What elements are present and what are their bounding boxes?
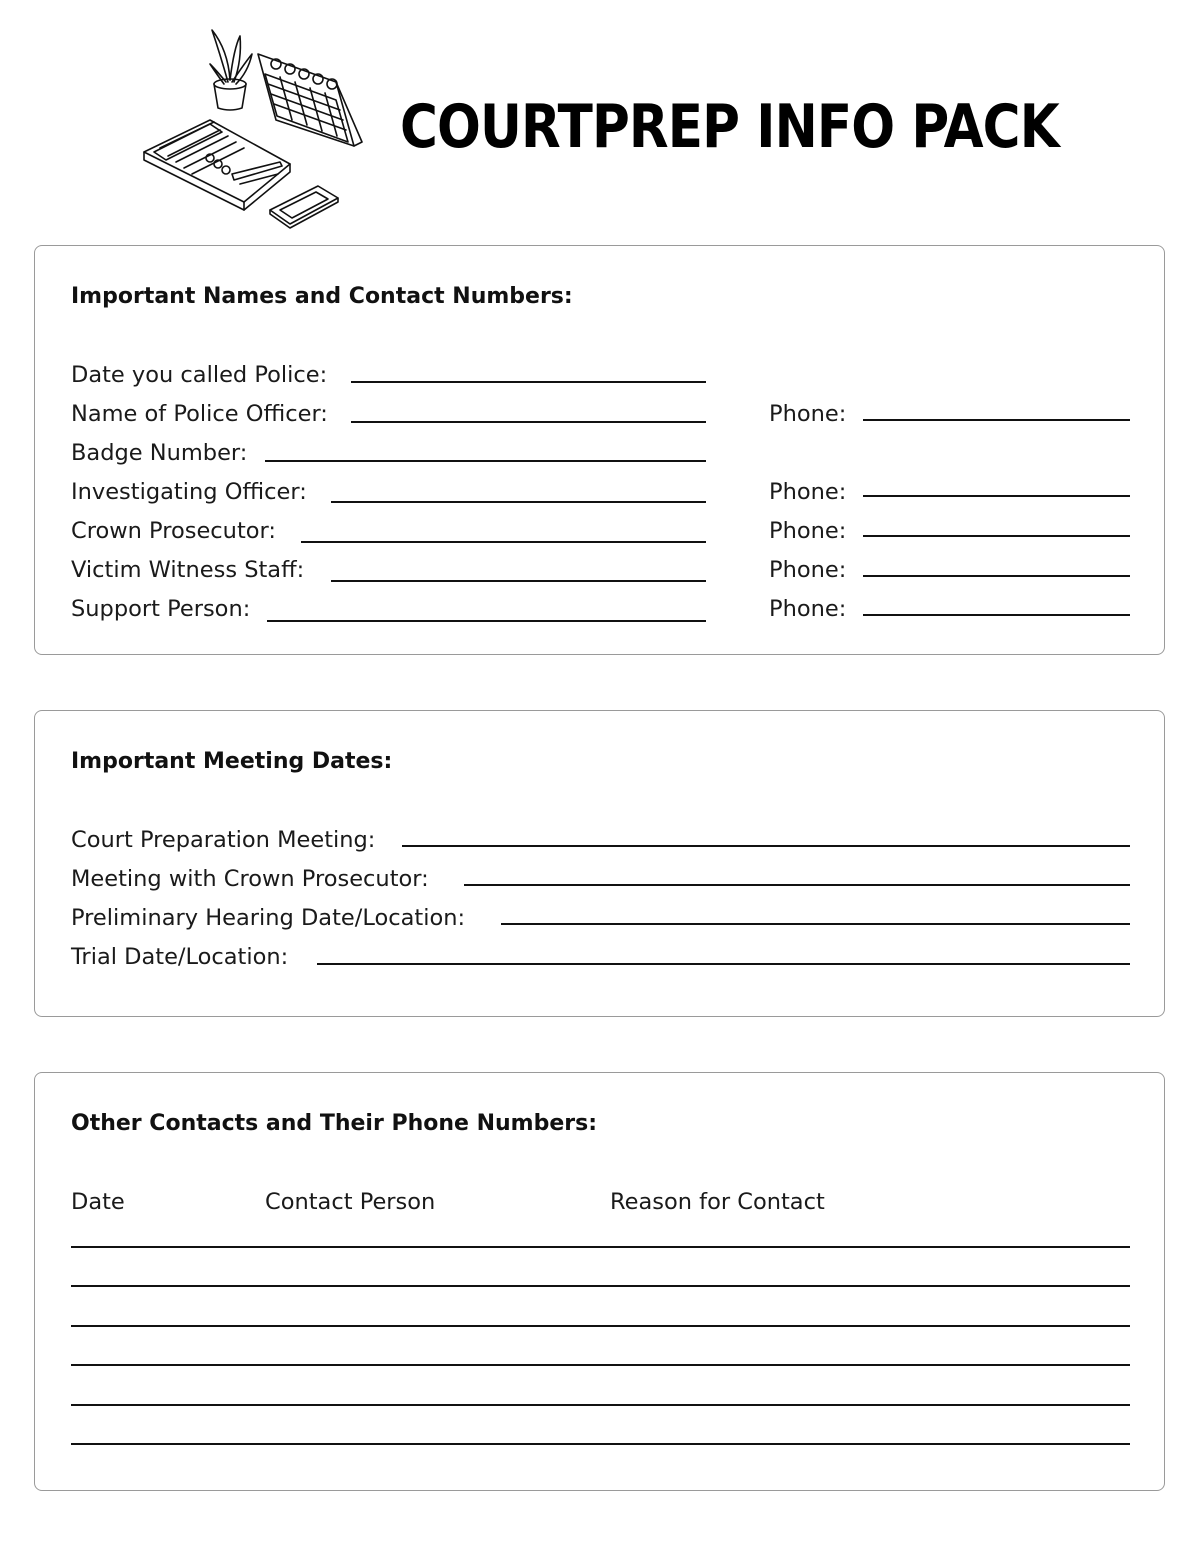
field-court-prep-meeting (71, 827, 1131, 857)
crown-prosecutor-input[interactable] (301, 541, 706, 543)
field-label: Victim Witness Staff: (71, 557, 305, 583)
field-support-person (71, 596, 1131, 626)
date-called-police-input[interactable] (351, 381, 706, 383)
phone-label: Phone: (769, 557, 847, 583)
field-trial-date (71, 944, 1131, 974)
police-officer-input[interactable] (351, 421, 706, 423)
field-label: Investigating Officer: (71, 479, 307, 505)
phone-label: Phone: (769, 518, 847, 544)
support-person-phone-input[interactable] (863, 614, 1130, 616)
column-header-date: Date (71, 1189, 125, 1215)
crown-prosecutor-phone-input[interactable] (863, 535, 1130, 537)
office-supplies-illustration (140, 24, 365, 234)
contact-entry-line[interactable] (71, 1443, 1130, 1445)
field-label: Badge Number: (71, 440, 248, 466)
field-label: Court Preparation Meeting: (71, 827, 376, 853)
trial-date-input[interactable] (317, 963, 1130, 965)
field-preliminary-hearing (71, 905, 1131, 935)
field-label: Meeting with Crown Prosecutor: (71, 866, 429, 892)
contact-entry-line[interactable] (71, 1285, 1130, 1287)
field-label: Date you called Police: (71, 362, 328, 388)
support-person-input[interactable] (267, 620, 706, 622)
victim-witness-staff-input[interactable] (331, 580, 706, 582)
field-label: Preliminary Hearing Date/Location: (71, 905, 466, 931)
document-title: COURTPREP INFO PACK (400, 92, 1059, 162)
police-officer-phone-input[interactable] (863, 419, 1130, 421)
contacts-card (34, 245, 1165, 655)
contacts-heading: Important Names and Contact Numbers: (71, 284, 573, 309)
phone-label: Phone: (769, 596, 847, 622)
contact-entry-line[interactable] (71, 1364, 1130, 1366)
calendar-icon (258, 54, 362, 146)
crown-meeting-input[interactable] (464, 884, 1130, 886)
column-header-contact-person: Contact Person (265, 1189, 436, 1215)
field-crown-meeting (71, 866, 1131, 896)
plant-icon (210, 30, 252, 110)
phone-label: Phone: (769, 479, 847, 505)
preliminary-hearing-input[interactable] (501, 923, 1130, 925)
contact-entry-line[interactable] (71, 1325, 1130, 1327)
contact-entry-line[interactable] (71, 1246, 1130, 1248)
column-header-reason: Reason for Contact (610, 1189, 825, 1215)
planner-icon (144, 120, 290, 210)
court-prep-meeting-input[interactable] (402, 845, 1130, 847)
phone-label: Phone: (769, 401, 847, 427)
contact-entry-line[interactable] (71, 1404, 1130, 1406)
field-label: Crown Prosecutor: (71, 518, 276, 544)
victim-witness-staff-phone-input[interactable] (863, 575, 1130, 577)
other-contacts-heading: Other Contacts and Their Phone Numbers: (71, 1111, 598, 1136)
field-label: Support Person: (71, 596, 251, 622)
field-victim-witness-staff (71, 557, 1131, 587)
investigating-officer-input[interactable] (331, 501, 706, 503)
meetings-card (34, 710, 1165, 1017)
investigating-officer-phone-input[interactable] (863, 495, 1130, 497)
page-header (0, 0, 1200, 240)
field-investigating-officer (71, 479, 1131, 509)
field-label: Name of Police Officer: (71, 401, 328, 427)
badge-number-input[interactable] (265, 460, 706, 462)
other-contacts-card (34, 1072, 1165, 1491)
meetings-heading: Important Meeting Dates: (71, 749, 393, 774)
field-crown-prosecutor (71, 518, 1131, 548)
field-police-officer (71, 401, 1131, 431)
field-label: Trial Date/Location: (71, 944, 289, 970)
phone-icon (270, 186, 338, 228)
